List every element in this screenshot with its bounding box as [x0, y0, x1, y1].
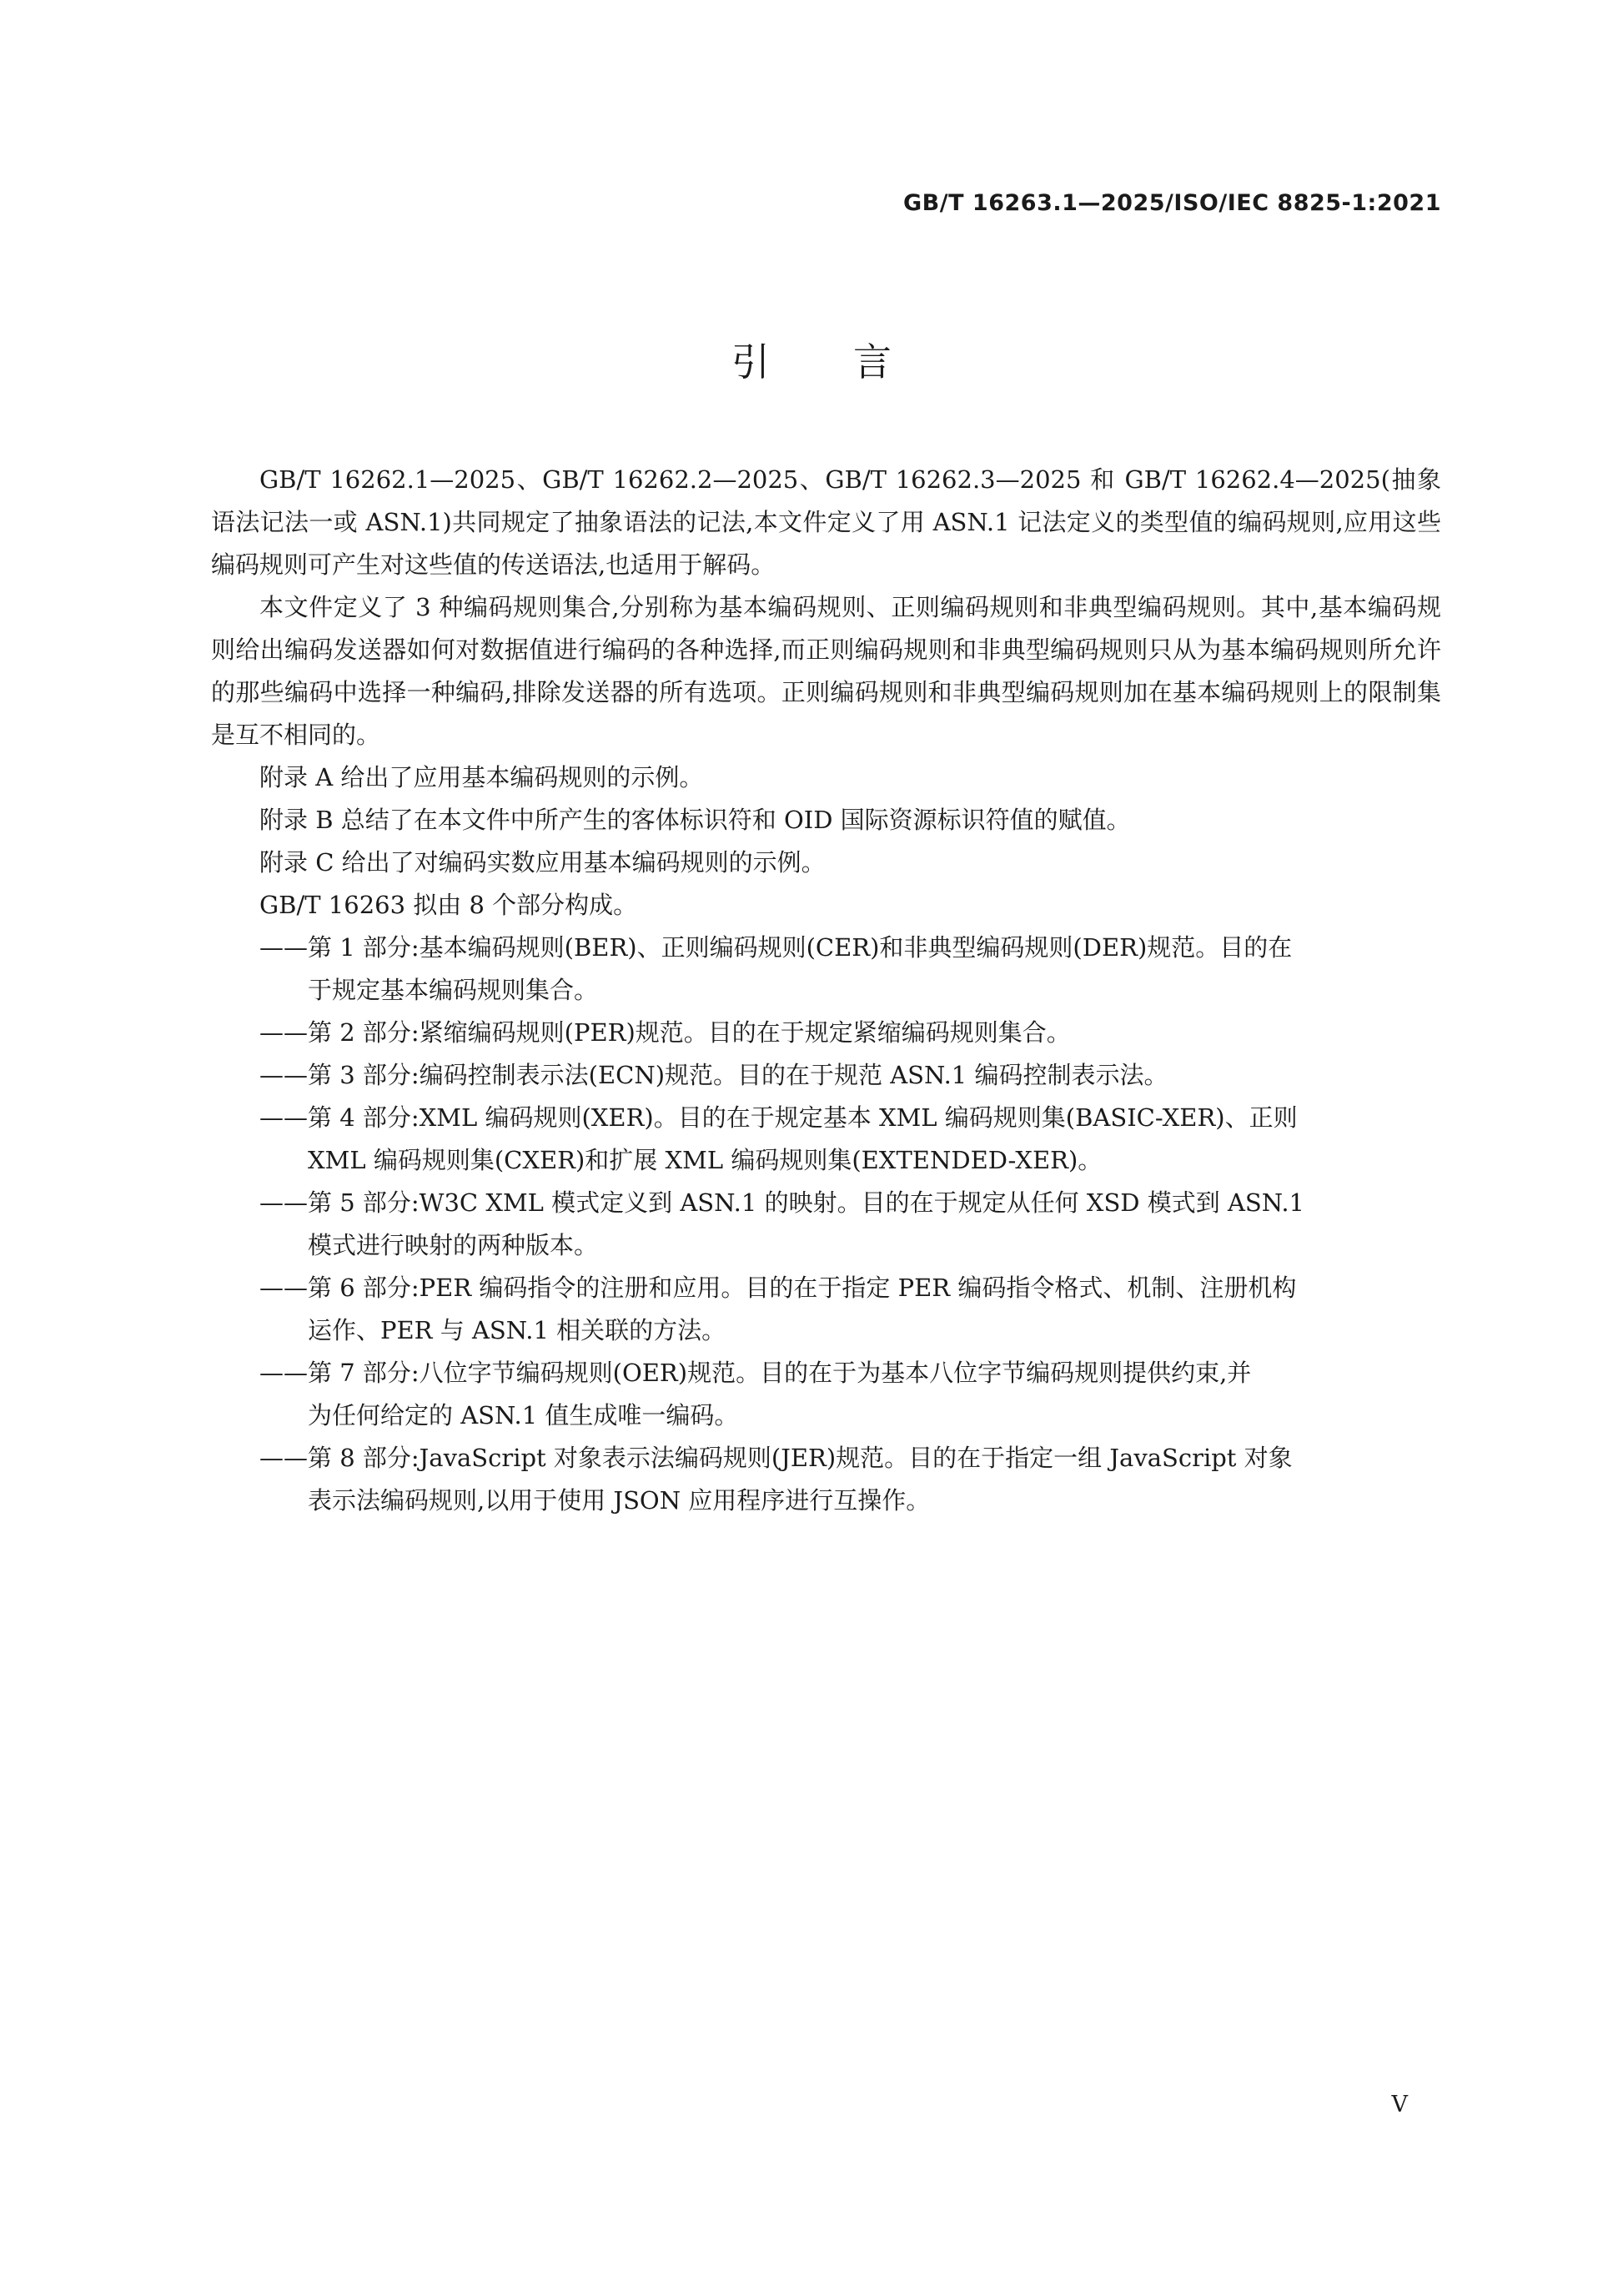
- part-5-continuation: 模式进行映射的两种版本。: [308, 1231, 599, 1259]
- part-4-continuation: XML 编码规则集(CXER)和扩展 XML 编码规则集(EXTENDED-XER)。: [308, 1146, 1103, 1174]
- part-5-text: ——第 5 部分:W3C XML 模式定义到 ASN.1 的映射。目的在于规定从任何 XSD 模式到 ASN.1: [259, 1188, 1304, 1217]
- intro-paragraph: GB/T 16262.1—2025、GB/T 16262.2—2025、GB/T 16262.3—2025 和 GB/T 16262.4—2025(抽象语法记法一或 ASN.1)共同规定了抽象语法的记法,本文件定义了用 ASN.1 记法定义的类型值的编码规则,应用这些编码规则可产生对这些值的传送语法,也适用于解码。: [211, 465, 1441, 579]
- encoding-rules-paragraph: 本文件定义了 3 种编码规则集合,分别称为基本编码规则、正则编码规则和非典型编码规则。其中,基本编码规则给出编码发送器如何对数据值进行编码的各种选择,而正则编码规则和非典型编码规则只从为基本编码规则所允许的那些编码中选择一种编码,排除发送器的所有选项。正则编码规则和非典型编码规则加在基本编码规则上的限制集是互不相同的。: [211, 593, 1441, 749]
- part-2-text: ——第 2 部分:紧缩编码规则(PER)规范。目的在于规定紧缩编码规则集合。: [259, 1018, 1071, 1047]
- list-item: [211, 927, 1441, 1012]
- part-1-continuation: 于规定基本编码规则集合。: [308, 976, 599, 1004]
- part-7-continuation: 为任何给定的 ASN.1 值生成唯一编码。: [308, 1401, 739, 1429]
- list-item: [211, 1012, 1441, 1054]
- annex-b-paragraph: 附录 B 总结了在本文件中所产生的客体标识符和 OID 国际资源标识符值的赋值。: [259, 806, 1131, 834]
- part-3-text: ——第 3 部分:编码控制表示法(ECN)规范。目的在于规范 ASN.1 编码控制表示法。: [259, 1061, 1168, 1089]
- part-4-text: ——第 4 部分:XML 编码规则(XER)。目的在于规定基本 XML 编码规则集(BASIC-XER)、正则: [259, 1103, 1298, 1132]
- part-8-text: ——第 8 部分:JavaScript 对象表示法编码规则(JER)规范。目的在于指定一组 JavaScript 对象: [259, 1444, 1293, 1472]
- list-item: [211, 1267, 1441, 1352]
- annex-c-paragraph: 附录 C 给出了对编码实数应用基本编码规则的示例。: [259, 848, 826, 877]
- list-item: [211, 1437, 1441, 1522]
- page-number: V: [1391, 2092, 1408, 2118]
- parts-list: [211, 927, 1441, 1522]
- list-item: [211, 1352, 1441, 1437]
- parts-intro-paragraph: GB/T 16263 拟由 8 个部分构成。: [259, 891, 638, 919]
- list-item: [211, 1182, 1441, 1267]
- part-1-text: ——第 1 部分:基本编码规则(BER)、正则编码规则(CER)和非典型编码规则(DER)规范。目的在: [259, 933, 1293, 962]
- part-6-text: ——第 6 部分:PER 编码指令的注册和应用。目的在于指定 PER 编码指令格式、机制、注册机构: [259, 1274, 1297, 1302]
- list-item: [211, 1054, 1441, 1097]
- standard-code-header: GB/T 16263.1—2025/ISO/IEC 8825-1:2021: [903, 190, 1441, 216]
- document-body: [211, 459, 1441, 1522]
- part-6-continuation: 运作、PER 与 ASN.1 相关联的方法。: [308, 1316, 726, 1344]
- part-8-continuation: 表示法编码规则,以用于使用 JSON 应用程序进行互操作。: [308, 1486, 931, 1515]
- page-title: 引言: [731, 339, 975, 384]
- annex-a-paragraph: 附录 A 给出了应用基本编码规则的示例。: [259, 763, 704, 791]
- list-item: [211, 1097, 1441, 1182]
- part-7-text: ——第 7 部分:八位字节编码规则(OER)规范。目的在于为基本八位字节编码规则提供约束,并: [259, 1359, 1252, 1387]
